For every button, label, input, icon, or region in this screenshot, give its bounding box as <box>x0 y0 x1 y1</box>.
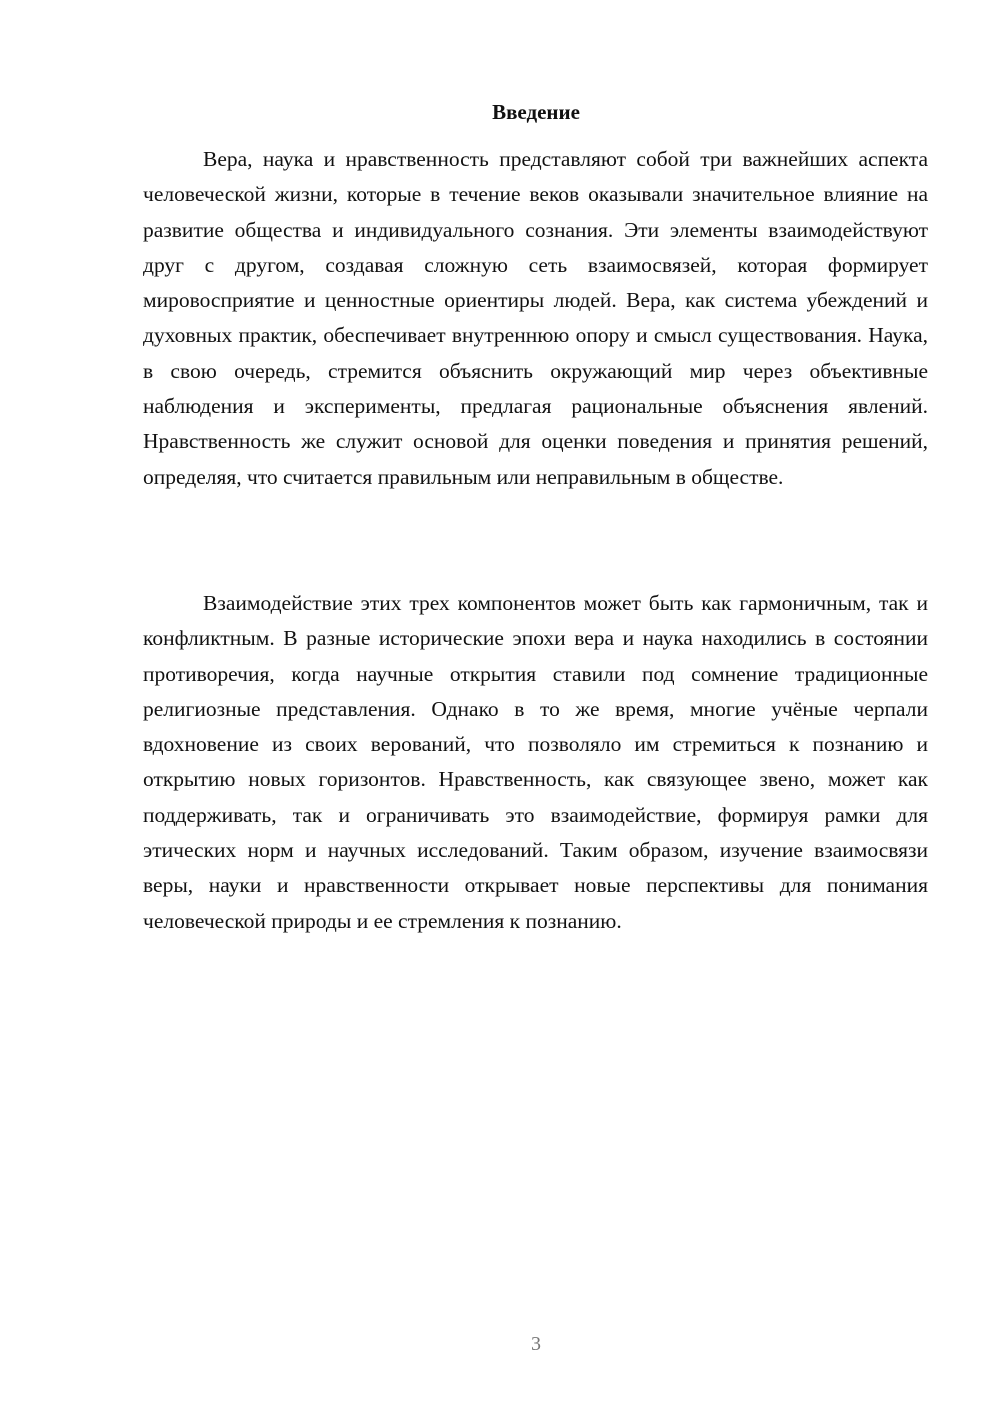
paragraph-2: Взаимодействие этих трех компонентов может быть как гармоничным, так и конфликтным. В разные исторические эпохи вера и наука находились в состоянии противоречия, когда научные открытия ставили под сомнение традиционные религиозные представления. Однако в то же время, многие учёные черпали вдохновение из своих верований, что позволяло им стремиться к познанию и открытию новых горизонтов. Нравственность, как связующее звено, может как поддерживать, так и ограничивать это взаимодействие, формируя рамки для этических норм и научных исследований. Таким образом, изучение взаимосвязи веры, науки и нравственности открывает новые перспективы для понимания человеческой природы и ее стремления к познанию. <box>143 591 928 933</box>
page-title: Введение <box>492 100 580 124</box>
page-number: 3 <box>531 1333 541 1355</box>
paragraph-1: Вера, наука и нравственность представляют собой три важнейших аспекта человеческой жизни, которые в течение веков оказывали значительное влияние на развитие общества и индивидуального сознания. Эти элементы взаимодействуют друг с другом, создавая сложную сеть взаимосвязей, которая формирует мировосприятие и ценностные ориентиры людей. Вера, как система убеждений и духовных практик, обеспечивает внутреннюю опору и смысл существования. Наука, в свою очередь, стремится объяснить окружающий мир через объективные наблюдения и эксперименты, предлагая рациональные объяснения явлений. Нравственность же служит основой для оценки поведения и принятия решений, определяя, что считается правильным или неправильным в обществе. <box>143 147 928 489</box>
